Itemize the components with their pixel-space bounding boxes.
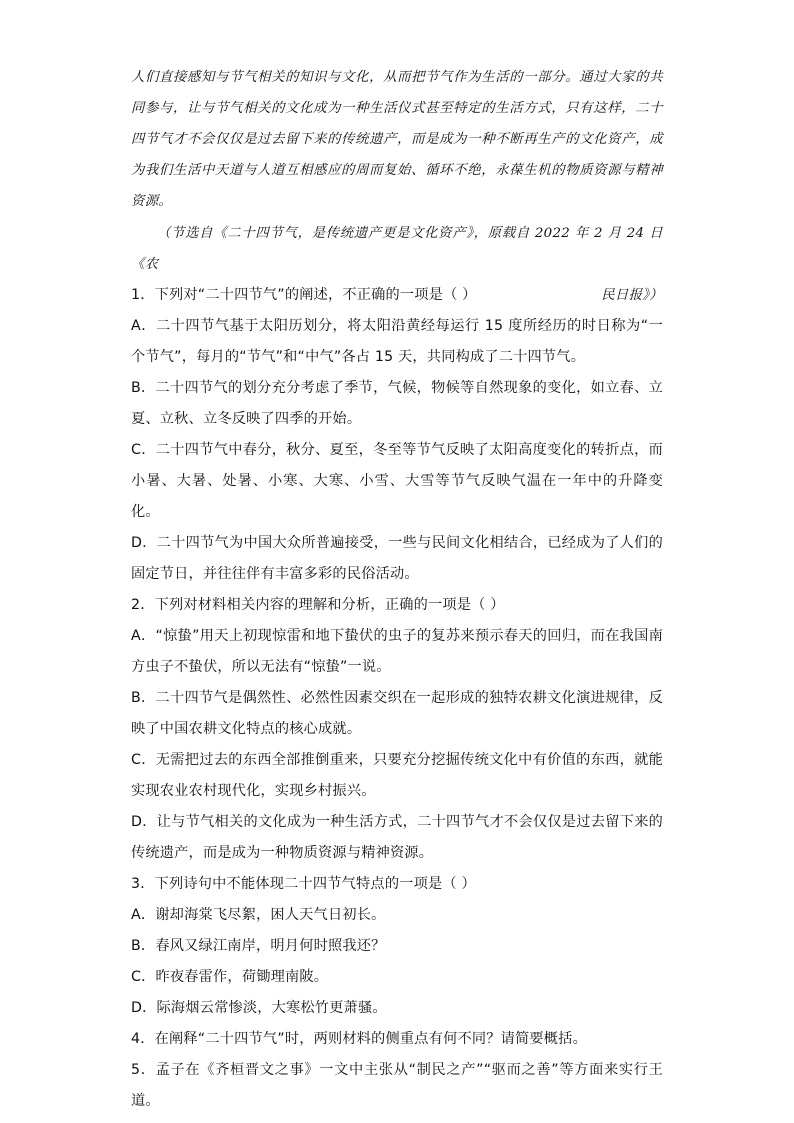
option-b: B．春风又绿江南岸，明月何时照我还？ [131, 938, 386, 954]
source-line-1: （节选自《二十四节气，是传统遗产更是文化资产》，原载自 2022 年 2 月 24 日《农 [131, 226, 663, 272]
question-2 [131, 590, 663, 869]
question-list [131, 280, 663, 1117]
question-5 [131, 1055, 663, 1117]
question-4 [131, 1024, 663, 1055]
option-d: D．际海烟云常惨淡，大寒松竹更萧骚。 [131, 1000, 387, 1016]
option-b: B．二十四节气的划分充分考虑了季节，气候，物候等自然现象的变化，如立春、立夏、立秋、立冬反映了四季的开始。 [131, 380, 663, 427]
question-stem: 2．下列对材料相关内容的理解和分析，正确的一项是（ ） [131, 597, 505, 613]
question-stem: 5．孟子在《齐桓晋文之事》一文中主张从“制民之产”“驱而之善”等方面来实行王道。 [131, 1062, 663, 1109]
option-d: D．二十四节气为中国大众所普遍接受，一些与民间文化相结合，已经成为了人们的固定节日，并往往伴有丰富多彩的民俗活动。 [131, 535, 663, 582]
option-c: C．无需把过去的东西全部推倒重来，只要充分挖掘传统文化中有价值的东西，就能实现农业农村现代化，实现乡村振兴。 [131, 752, 663, 799]
question-stem: 1．下列对“二十四节气”的阐述，不正确的一项是（ ） [131, 287, 477, 303]
question-3 [131, 869, 663, 1024]
question-1 [131, 280, 663, 590]
source-line-2: 民日报》） [601, 288, 663, 303]
option-a: A．二十四节气基于太阳历划分，将太阳沿黄经每运行 15 度所经历的时日称为“一个节气”，每月的“节气”和“中气”各占 15 天，共同构成了二十四节气。 [131, 318, 663, 365]
passage-text: 人们直接感知与节气相关的知识与文化，从而把节气作为生活的一部分。通过大家的共同参与，让与节气相关的文化成为一种生活仪式甚至特定的生活方式，只有这样，二十四节气才不会仅仅是过去留下来的传统遗产，而是成为一种不断再生产的文化资产，成为我们生活中天道与人道互相感应的周而复始、循环不绝，永葆生机的物质资源与精神资源。 [131, 70, 663, 209]
option-c: C．昨夜春雷作，荷锄理南陂。 [131, 969, 329, 985]
question-stem: 4．在阐释“二十四节气”时，两则材料的侧重点有何不同？请简要概括。 [131, 1031, 587, 1047]
option-a: A．“惊蛰”用天上初现惊雷和地下蛰伏的虫子的复苏来预示春天的回归，而在我国南方虫子不蛰伏，所以无法有“惊蛰”一说。 [131, 628, 663, 675]
question-stem: 3．下列诗句中不能体现二十四节气特点的一项是（ ） [131, 876, 476, 892]
option-a: A．谢却海棠飞尽絮，困人天气日初长。 [131, 907, 386, 923]
option-b: B．二十四节气是偶然性、必然性因素交织在一起形成的独特农耕文化演进规律，反映了中国农耕文化特点的核心成就。 [131, 690, 663, 737]
option-c: C．二十四节气中春分，秋分、夏至，冬至等节气反映了太阳高度变化的转折点，而小暑、大暑、处暑、小寒、大寒、小雪、大雪等节气反映气温在一年中的升降变化。 [131, 442, 663, 520]
passage-paragraph [131, 62, 663, 217]
option-d: D．让与节气相关的文化成为一种生活方式，二十四节气才不会仅仅是过去留下来的传统遗产，而是成为一种物质资源与精神资源。 [131, 814, 663, 861]
